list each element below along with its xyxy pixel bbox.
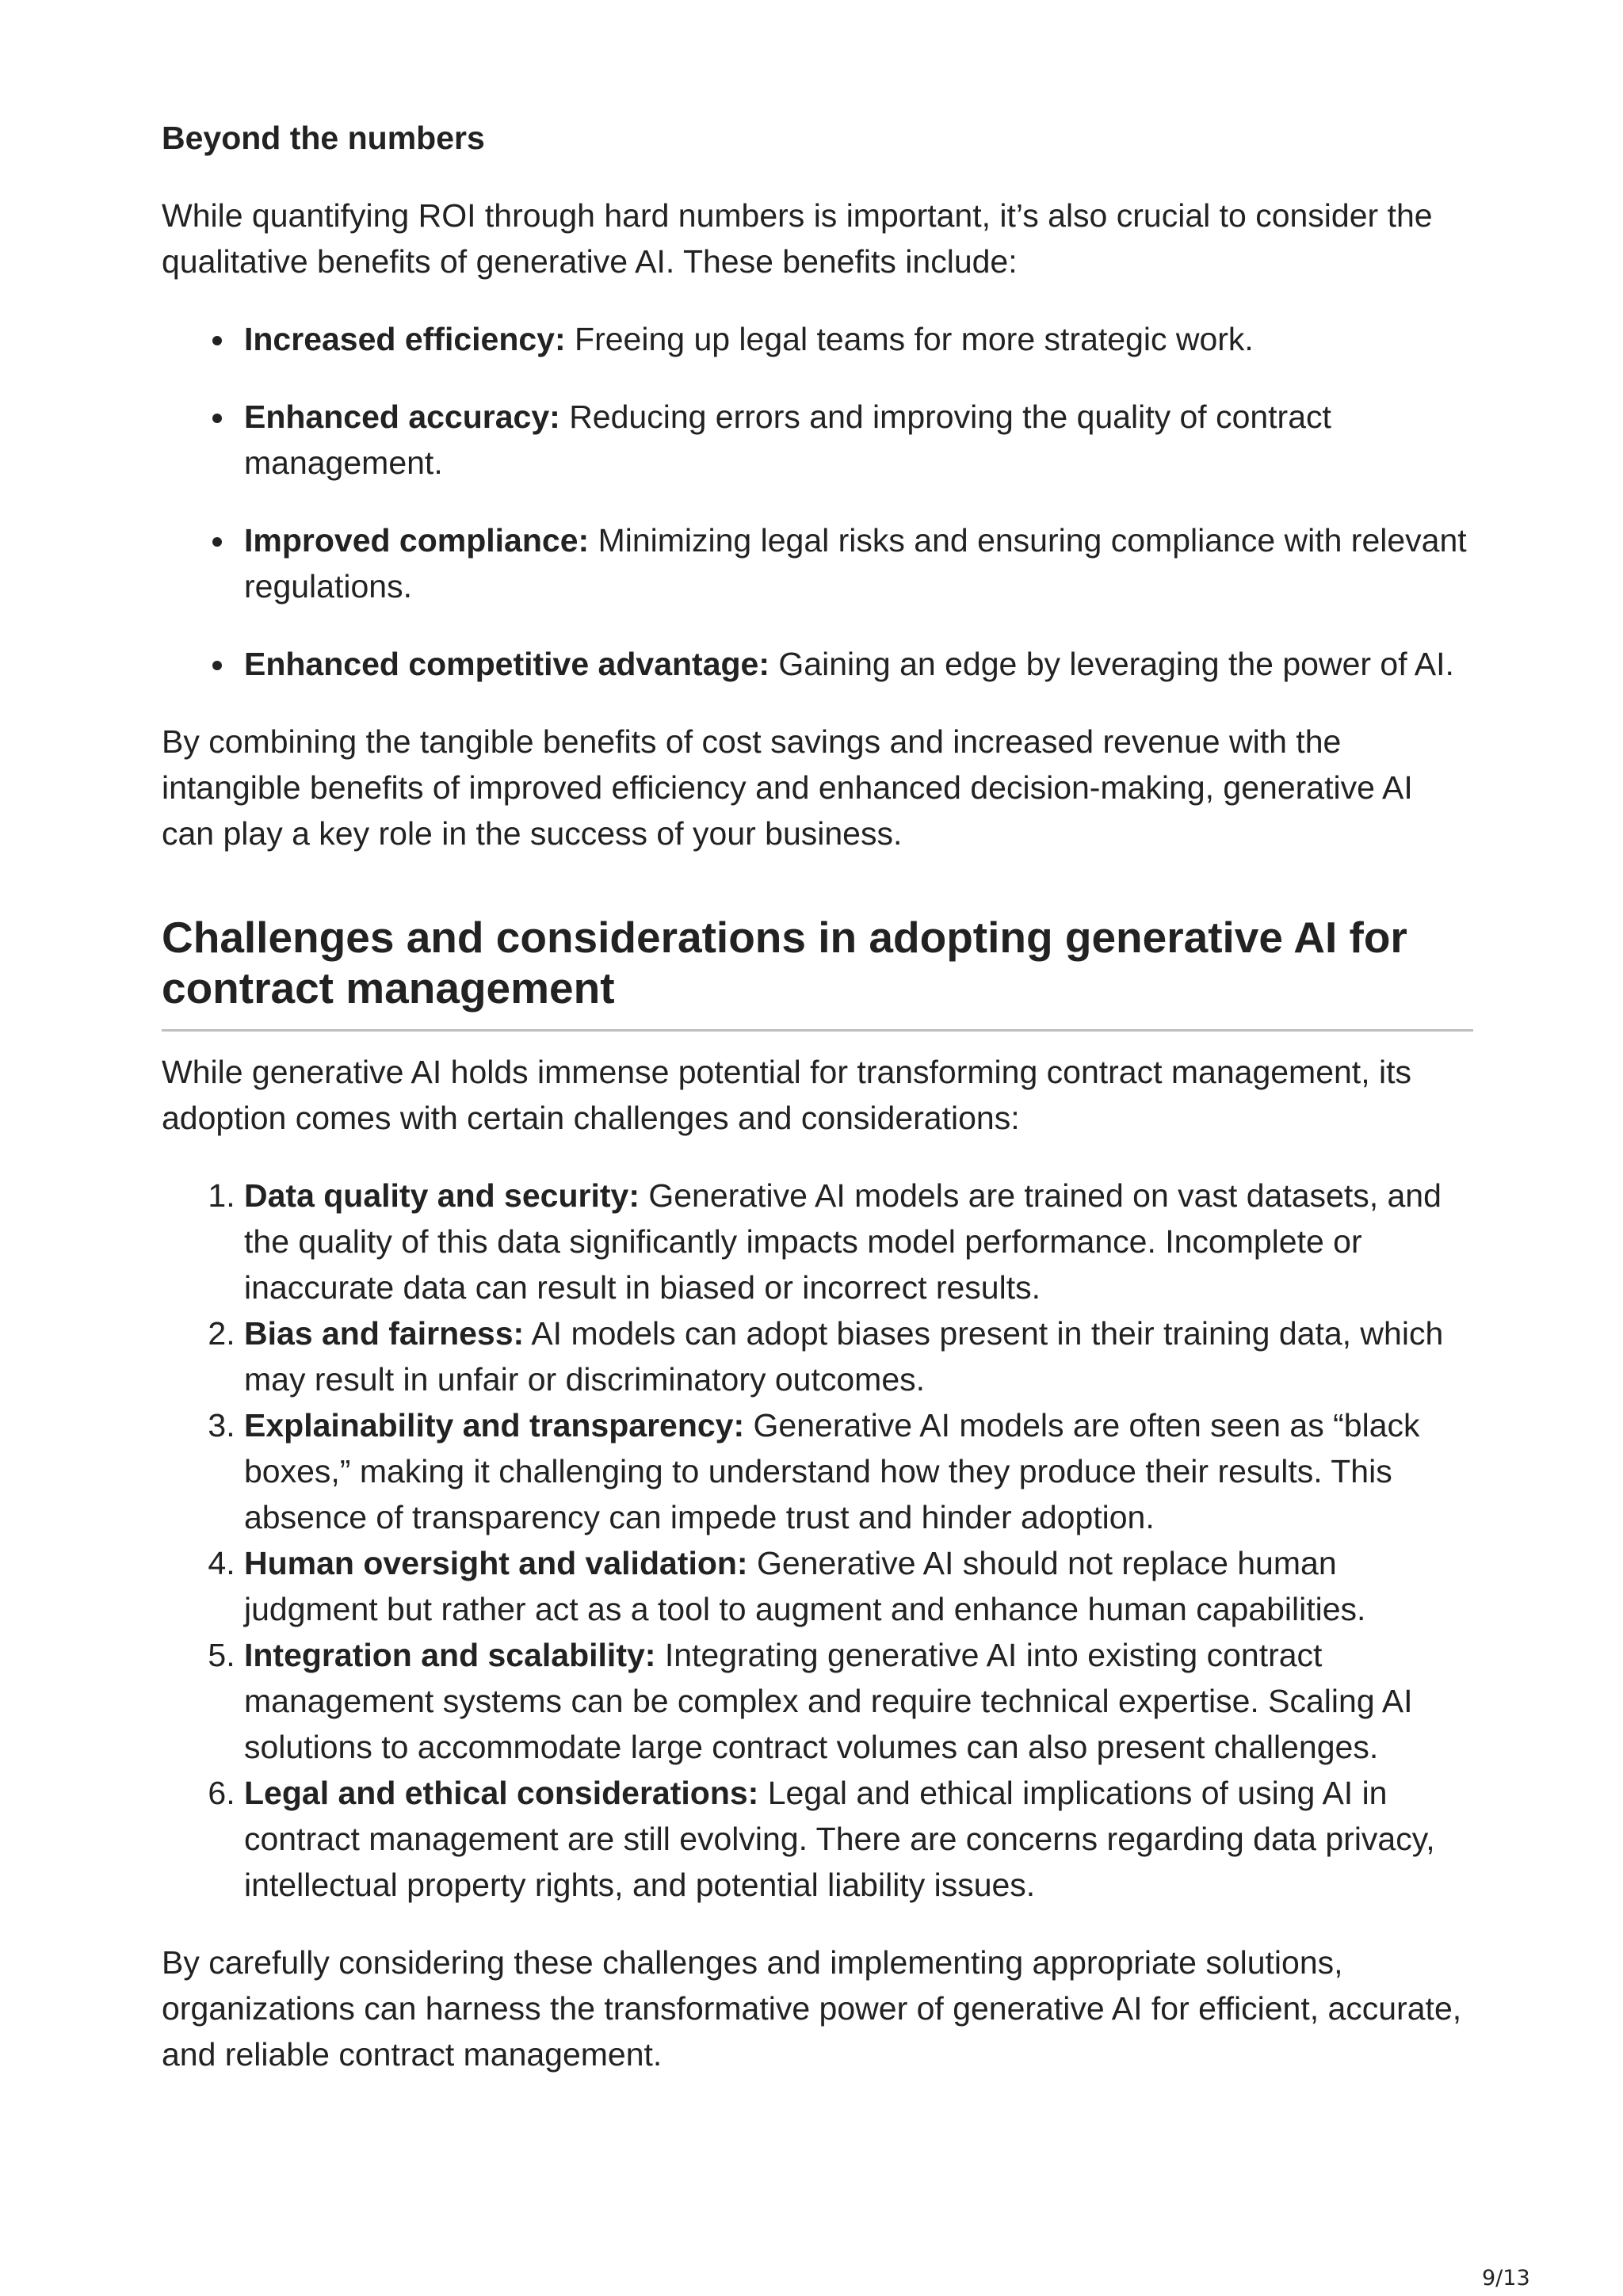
benefit-text: Gaining an edge by leveraging the power of AI. xyxy=(769,646,1454,682)
challenge-term: Explainability and transparency: xyxy=(244,1407,745,1444)
challenge-item xyxy=(244,1402,1473,1540)
challenge-term: Legal and ethical considerations: xyxy=(244,1775,759,1811)
benefit-term: Enhanced competitive advantage: xyxy=(244,646,770,682)
challenge-text: Generative AI models are trained on vast datasets, and the quality of this data significantly impacts model performance. Incomplete or inaccurate data can result in biased or incorrect results. xyxy=(244,1177,1442,1306)
challenge-text: Integrating generative AI into existing contract management systems can be complex and require technical expertise. Scaling AI solutions to accommodate large contract volumes can also present challenges. xyxy=(244,1637,1413,1765)
challenge-term: Bias and fairness: xyxy=(244,1315,525,1352)
challenge-text: AI models can adopt biases present in their training data, which may result in unfair or discriminatory outcomes. xyxy=(244,1315,1444,1398)
challenge-item xyxy=(244,1632,1473,1770)
benefit-text: Reducing errors and improving the quality of contract management. xyxy=(244,399,1331,481)
challenge-item xyxy=(244,1310,1473,1402)
intro-paragraph: While quantifying ROI through hard numbers is important, it’s also crucial to consider the qualitative benefits of generative AI. These benefits include: xyxy=(162,197,1433,280)
page-number: 9/13 xyxy=(1482,2266,1530,2290)
benefits-list xyxy=(162,316,1473,687)
challenge-term: Human oversight and validation: xyxy=(244,1545,748,1581)
subheading-beyond-numbers: Beyond the numbers xyxy=(162,120,485,156)
benefit-term: Improved compliance: xyxy=(244,522,590,559)
challenge-item xyxy=(244,1770,1473,1908)
benefit-text: Minimizing legal risks and ensuring compliance with relevant regulations. xyxy=(244,522,1467,605)
benefit-item xyxy=(244,641,1473,687)
benefit-term: Increased efficiency: xyxy=(244,321,566,357)
section-intro-paragraph: While generative AI holds immense potential for transforming contract management, its adoption comes with certain challenges and considerations: xyxy=(162,1054,1411,1136)
challenges-list xyxy=(162,1173,1473,1908)
challenge-item xyxy=(244,1173,1473,1310)
conclusion-paragraph: By carefully considering these challenges and implementing appropriate solutions, organizations can harness the transformative power of generative AI for efficient, accurate, and reliable contract management. xyxy=(162,1944,1462,2073)
challenge-text: Generative AI models are often seen as “black boxes,” making it challenging to understand how they produce their results. This absence of transparency can impede trust and hinder adoption. xyxy=(244,1407,1420,1535)
section-heading: Challenges and considerations in adopting generative AI for contract management xyxy=(162,912,1473,1032)
challenge-item xyxy=(244,1540,1473,1632)
challenge-text: Generative AI should not replace human judgment but rather act as a tool to augment and enhance human capabilities. xyxy=(244,1545,1366,1627)
benefit-item xyxy=(244,517,1473,609)
benefit-item xyxy=(244,394,1473,486)
challenge-text: Legal and ethical implications of using AI in contract management are still evolving. There are concerns regarding data privacy, intellectual property rights, and potential liability issues. xyxy=(244,1775,1435,1903)
challenge-term: Data quality and security: xyxy=(244,1177,640,1214)
challenge-term: Integration and scalability: xyxy=(244,1637,656,1673)
benefit-item xyxy=(244,316,1473,362)
article-body xyxy=(162,115,1473,2077)
benefit-term: Enhanced accuracy: xyxy=(244,399,560,435)
benefit-text: Freeing up legal teams for more strategic work. xyxy=(565,321,1254,357)
summary-paragraph: By combining the tangible benefits of cost savings and increased revenue with the intangible benefits of improved efficiency and enhanced decision-making, generative AI can play a key role in the success of your business. xyxy=(162,723,1413,852)
